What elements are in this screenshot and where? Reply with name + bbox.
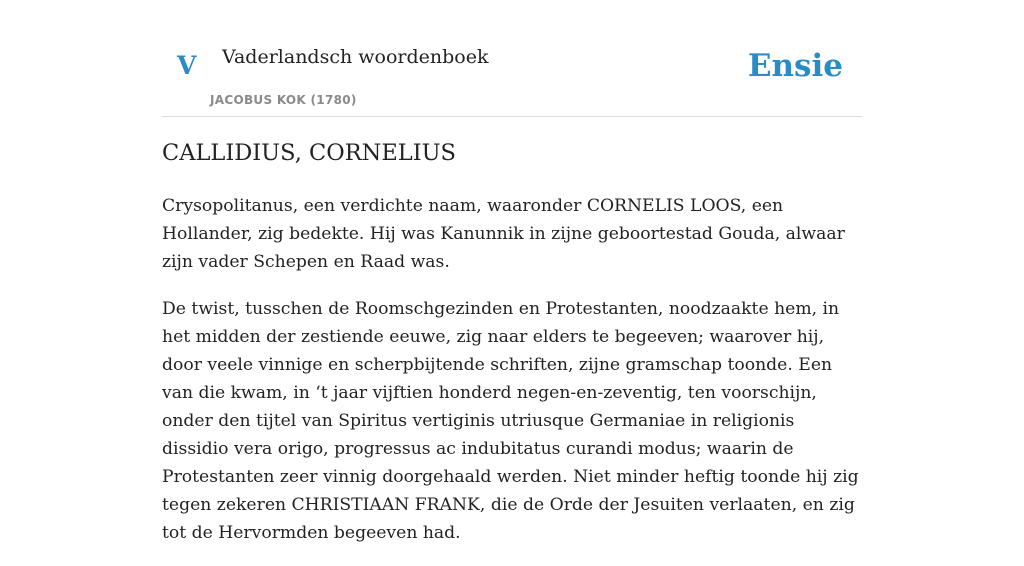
entry-paragraph: De twist, tusschen de Roomschgezinden en Protestanten, noodzaakte hem, in het midden der zestiende eeuwe, zig naar elders te begeeven; waarover hij, door veele vinnige en scherpbijtende schriften, zijne gramschap toonde. Een van die kwam, in ‘t jaar vijftien honderd negen-en-zeventig, ten voorschijn, onder den tijtel van Spiritus vertiginis utriusque Germaniae in religionis dissidio vera origo, progressus ac indubitatus curandi modus; waarin de Protestanten zeer vinnig doorgehaald werden. Niet minder heftig toonde hij zig tegen zekeren CHRISTIAAN FRANK, die de Orde der Jesuiten verlaaten, en zig tot de Hervormden begeeven had. xyxy=(162,299,859,543)
entry-title: CALLIDIUS, CORNELIUS xyxy=(162,140,456,166)
book-header xyxy=(162,0,862,117)
entry-paragraph: Crysopolitanus, een verdichte naam, waaronder CORNELIS LOOS, een Hollander, zig bedekte. Hij was Kanunnik in zijne geboortestad Gouda, alwaar zijn vader Schepen en Raad was. xyxy=(162,196,845,272)
ensie-logo[interactable]: Ensie xyxy=(747,48,843,84)
index-letter[interactable]: V xyxy=(177,51,197,80)
entry-content xyxy=(162,192,864,566)
book-title[interactable]: Vaderlandsch woordenboek xyxy=(222,46,489,68)
book-author: JACOBUS KOK (1780) xyxy=(210,93,357,107)
